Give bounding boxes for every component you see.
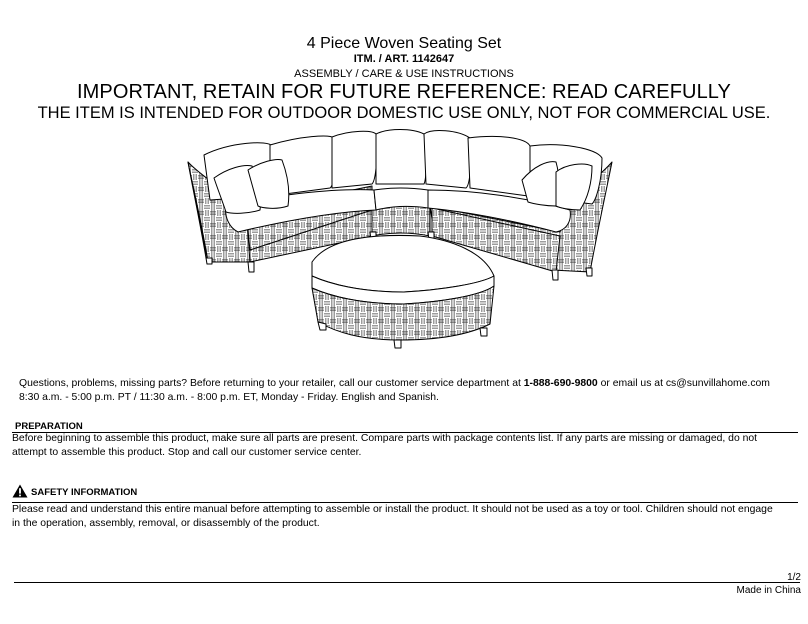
footer-divider (14, 582, 800, 583)
preparation-heading: PREPARATION (15, 421, 83, 432)
preparation-line: attempt to assemble this product. Stop and call our customer service center. (12, 447, 362, 458)
item-number: ITM. / ART. 1142647 (353, 53, 455, 65)
service-hours: 8:30 a.m. - 5:00 p.m. PT / 11:30 a.m. - 8:00 p.m. ET, Monday - Friday. English and Spanish. (19, 392, 439, 403)
email-text: or email us at cs@sunvillahome.com (597, 378, 770, 389)
preparation-text (12, 432, 757, 460)
preparation-line: Before beginning to assemble this product, make sure all parts are present. Compare parts with package contents list. If any parts are missing or damaged, do not (12, 433, 758, 444)
safety-heading-row (12, 484, 137, 498)
warning-triangle-icon (12, 484, 28, 498)
phone-number[interactable]: 1-888-690-9800 (523, 378, 598, 389)
seating-set-illustration (180, 128, 620, 350)
page-number: 1/2 (787, 572, 801, 583)
safety-line: Please read and understand this entire manual before attempting to assemble or install the product. It should not be used as a toy or tool. Children should not engage (12, 504, 773, 515)
made-in-label: Made in China (736, 585, 801, 596)
document-subtitle: ASSEMBLY / CARE & USE INSTRUCTIONS (294, 68, 514, 80)
important-notice: IMPORTANT, RETAIN FOR FUTURE REFERENCE: READ CAREFULLY (77, 81, 731, 103)
safety-heading: SAFETY INFORMATION (31, 487, 138, 498)
document-title: 4 Piece Woven Seating Set (306, 35, 502, 52)
safety-text (12, 503, 773, 531)
customer-service-info (19, 377, 770, 405)
contact-text: Questions, problems, missing parts? Before returning to your retailer, call our customer service department at (19, 378, 524, 389)
intended-use-notice: THE ITEM IS INTENDED FOR OUTDOOR DOMESTIC USE ONLY, NOT FOR COMMERCIAL USE. (37, 104, 771, 122)
safety-line: in the operation, assembly, removal, or disassembly of the product. (12, 518, 320, 529)
